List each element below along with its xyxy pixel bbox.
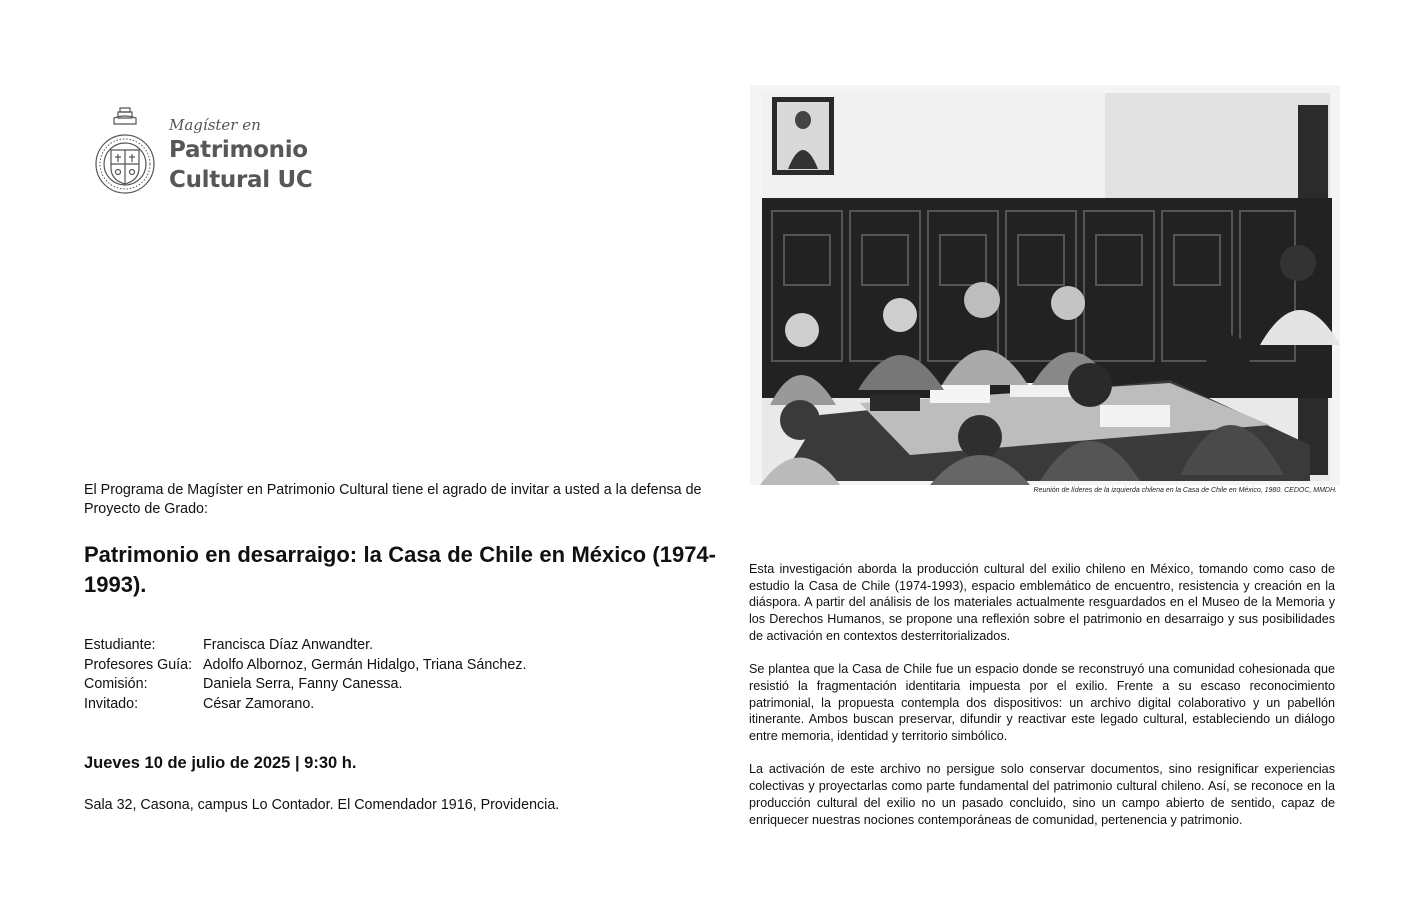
committee-label: Profesores Guía: bbox=[84, 656, 193, 673]
uc-seal-icon bbox=[94, 106, 156, 198]
photo-caption: Reunión de líderes de la izquierda chilena en la Casa de Chile en México, 1980. CEDOC, MMDH. bbox=[1033, 487, 1337, 494]
committee-row-advisors bbox=[84, 656, 526, 676]
committee-row-student bbox=[84, 636, 526, 656]
logo-text bbox=[169, 116, 313, 194]
committee-value: Daniela Serra, Fanny Canessa. bbox=[203, 676, 403, 693]
program-logo bbox=[94, 106, 334, 198]
invitation-intro: El Programa de Magíster en Patrimonio Cultural tiene el agrado de invitar a usted a la defensa de Proyecto de Grado: bbox=[84, 482, 702, 517]
event-date: Jueves 10 de julio de 2025 | 9:30 h. bbox=[84, 754, 357, 772]
abstract bbox=[749, 561, 1335, 845]
committee-value: Adolfo Albornoz, Germán Hidalgo, Triana Sánchez. bbox=[203, 656, 527, 673]
committee-row-guest bbox=[84, 695, 526, 715]
committee-row-commission bbox=[84, 675, 526, 695]
logo-title-line-1: Patrimonio bbox=[169, 137, 308, 163]
thesis-title: Patrimonio en desarraigo: la Casa de Chile en México (1974-1993). bbox=[84, 542, 716, 597]
committee-label: Invitado: bbox=[84, 696, 139, 713]
event-location: Sala 32, Casona, campus Lo Contador. El Comendador 1916, Providencia. bbox=[84, 797, 560, 813]
logo-subtitle: Magíster en bbox=[169, 116, 261, 134]
committee-value: César Zamorano. bbox=[203, 696, 315, 713]
committee-value: Francisca Díaz Anwandter. bbox=[203, 637, 374, 653]
committee-list bbox=[84, 636, 526, 715]
meeting-photo-image bbox=[750, 85, 1340, 485]
committee-label: Estudiante: bbox=[84, 637, 156, 653]
abstract-paragraph-2: Se plantea que la Casa de Chile fue un espacio donde se reconstruyó una comunidad cohesionada que resistió la fragmentación identitaria impuesta por el exilio. Frente a su escaso reconocimiento patrimonial, la propuesta contempla dos dispositivos: un archivo digital colaborativo y un pabellón itinerante. Ambos buscan preservar, difundir y reactivar este legado cultural, estableciendo un diálogo entre memoria, identidad y territorio simbólico. bbox=[749, 662, 1335, 744]
abstract-paragraph-3: La activación de este archivo no persigue solo conservar documentos, sino resignificar experiencias colectivas y proyectarlas como parte fundamental del patrimonio cultural chileno. Así, se reconoce en la producción cultural del exilio no un pasado concluido, sino un campo abierto de sentido, capaz de enriquecer nuestras nociones contemporáneas de comunidad, pertenencia y patrimonio. bbox=[749, 762, 1335, 827]
abstract-paragraph-1: Esta investigación aborda la producción cultural del exilio chileno en México, tomando como caso de estudio la Casa de Chile (1974-1993), espacio emblemático de encuentro, resistencia y creación en la diáspora. A partir del análisis de los materiales actualmente resguardados en el Museo de la Memoria y los Derechos Humanos, se propone una reflexión sobre el patrimonio en desarraigo y sus posibilidades de activación en contextos desterritorializados. bbox=[749, 562, 1335, 643]
logo-title-line-2: Cultural UC bbox=[169, 167, 313, 193]
committee-label: Comisión: bbox=[84, 676, 148, 693]
archival-photo bbox=[750, 85, 1340, 497]
